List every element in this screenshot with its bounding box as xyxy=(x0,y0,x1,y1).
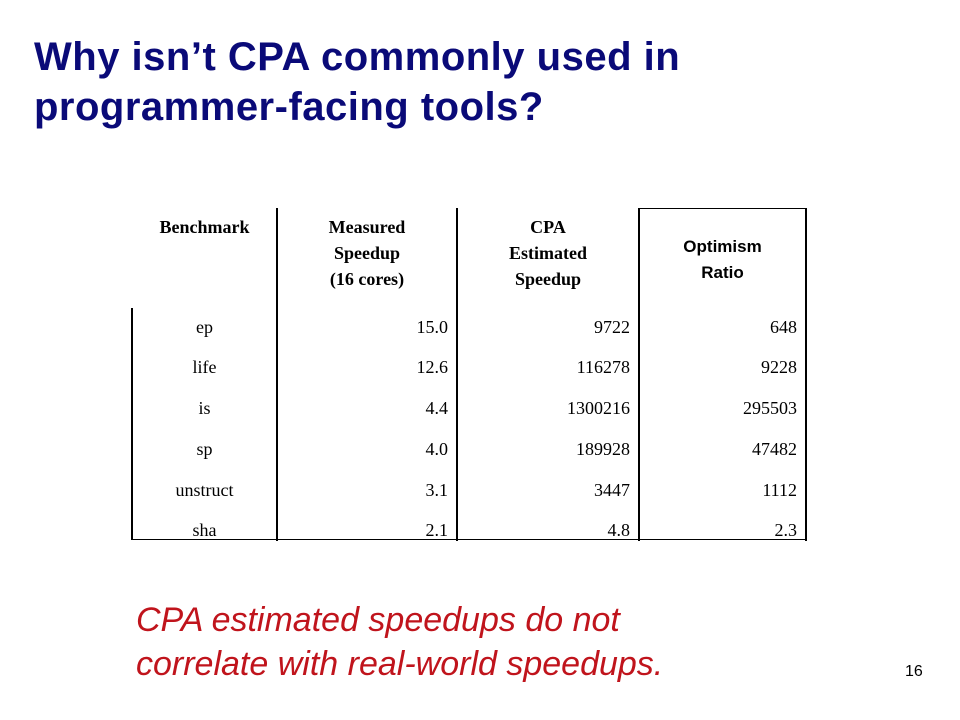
table-cell-measured: 4.4 xyxy=(425,398,448,418)
table-cell-cpa: 3447 xyxy=(594,480,630,500)
table-cell-cpa: 4.8 xyxy=(607,520,630,540)
title-line-1: Why isn’t CPA commonly used in xyxy=(34,35,681,79)
table-cell-measured: 15.0 xyxy=(416,317,448,337)
table-cell-cpa: 9722 xyxy=(594,317,630,337)
table-cell-optimism: 47482 xyxy=(752,439,797,459)
table-border-right xyxy=(805,208,807,541)
table-cell-benchmark: is xyxy=(198,398,211,418)
table-cell-benchmark: ep xyxy=(196,317,213,337)
table-cell-optimism: 9228 xyxy=(761,357,797,377)
page-number: 16 xyxy=(905,663,923,680)
table-cell-measured: 12.6 xyxy=(416,357,448,377)
table-cell-benchmark: sha xyxy=(192,520,217,540)
header-measured-speedup: Measured Speedup (16 cores) xyxy=(328,217,406,289)
table-cell-benchmark: sp xyxy=(196,439,213,459)
conclusion-text xyxy=(136,598,836,686)
table-cell-measured: 3.1 xyxy=(425,480,448,500)
table-cell-cpa: 189928 xyxy=(576,439,630,459)
table-cell-measured: 2.1 xyxy=(425,520,448,540)
header-optimism-ratio: Optimism Ratio xyxy=(683,237,762,282)
table-cell-optimism: 1112 xyxy=(762,480,797,500)
table-border-left xyxy=(131,308,133,539)
table-cell-benchmark: unstruct xyxy=(175,480,234,500)
header-benchmark: Benchmark xyxy=(159,217,250,237)
table-cell-measured: 4.0 xyxy=(425,439,448,459)
title-line-2: programmer-facing tools? xyxy=(34,85,544,129)
conclusion-line-1: CPA estimated speedups do not xyxy=(136,601,620,639)
table-cell-benchmark: life xyxy=(192,357,217,377)
table-cell-cpa: 116278 xyxy=(576,357,630,377)
conclusion-line-2: correlate with real-world speedups. xyxy=(136,645,664,683)
table-cell-optimism: 2.3 xyxy=(774,520,797,540)
table-cell-optimism: 648 xyxy=(770,317,797,337)
header-cpa-estimated-speedup: CPA Estimated Speedup xyxy=(509,217,587,289)
table-cell-optimism: 295503 xyxy=(743,398,797,418)
table-cell-cpa: 1300216 xyxy=(567,398,630,418)
table-border-top xyxy=(638,208,806,209)
